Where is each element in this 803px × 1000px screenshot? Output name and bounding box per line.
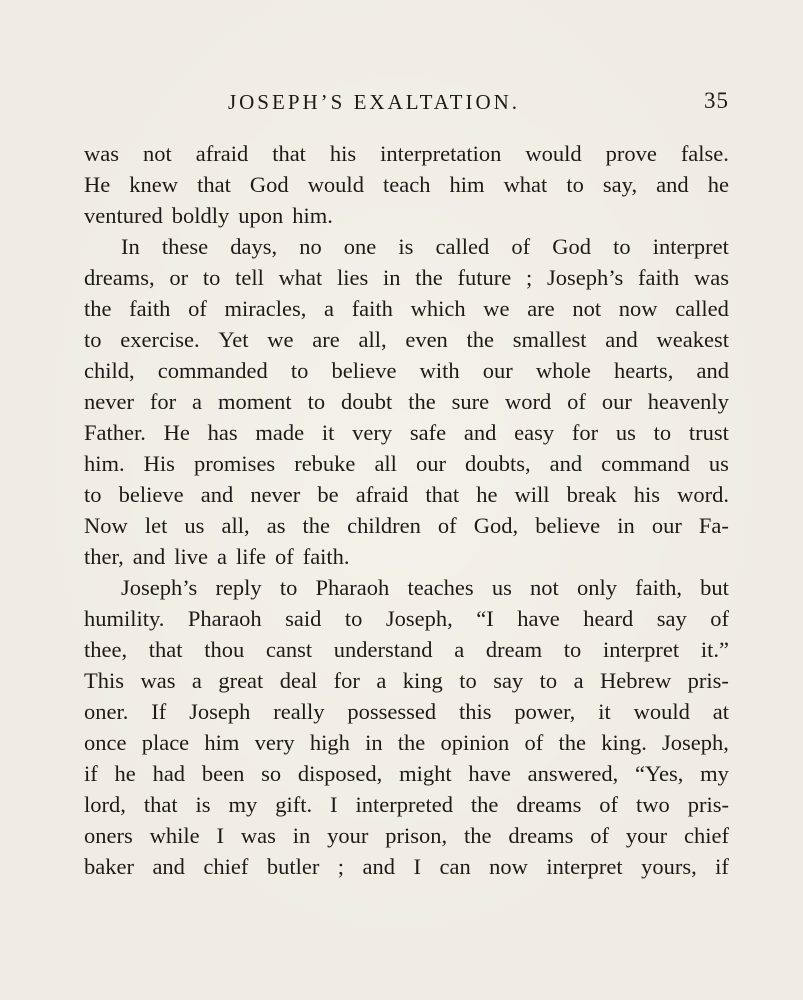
text-line: dreams, or to tell what lies in the future ; Joseph’s faith was [84, 265, 729, 290]
text-line: Now let us all, as the children of God, believe in our Fa- [84, 513, 729, 538]
text-line: was not afraid that his interpretation would prove false. [84, 141, 729, 166]
text-line: ventured boldly upon him. [84, 203, 333, 228]
text-line: In these days, no one is called of God to interpret [121, 234, 729, 259]
text-line: baker and chief butler ; and I can now interpret yours, if [84, 854, 729, 879]
text-line: to believe and never be afraid that he will break his word. [84, 482, 729, 507]
text-line: humility. Pharaoh said to Joseph, “I have heard say of [84, 606, 729, 631]
text-line: Father. He has made it very safe and easy for us to trust [84, 420, 729, 445]
text-line: This was a great deal for a king to say to a Hebrew pris- [84, 668, 729, 693]
text-line: ther, and live a life of faith. [84, 544, 350, 569]
text-line: if he had been so disposed, might have answered, “Yes, my [84, 761, 729, 786]
text-line: oner. If Joseph really possessed this power, it would at [84, 699, 729, 724]
text-line: oners while I was in your prison, the dreams of your chief [84, 823, 729, 848]
running-title: JOSEPH’S EXALTATION. [227, 90, 521, 114]
text-line: lord, that is my gift. I interpreted the dreams of two pris- [84, 792, 729, 817]
text-line: thee, that thou canst understand a dream to interpret it.” [84, 637, 729, 662]
text-line: once place him very high in the opinion of the king. Joseph, [84, 730, 729, 755]
text-line: never for a moment to doubt the sure word of our heavenly [84, 389, 729, 414]
text-line: the faith of miracles, a faith which we are not now called [84, 296, 729, 321]
page-number: 35 [704, 88, 729, 113]
text-line: He knew that God would teach him what to say, and he [84, 172, 729, 197]
text-line: to exercise. Yet we are all, even the smallest and weakest [84, 327, 729, 352]
body-text [84, 138, 729, 882]
text-line: Joseph’s reply to Pharaoh teaches us not only faith, but [121, 575, 729, 600]
text-line: child, commanded to believe with our whole hearts, and [84, 358, 729, 383]
text-line: him. His promises rebuke all our doubts, and command us [84, 451, 729, 476]
running-header [84, 88, 729, 118]
